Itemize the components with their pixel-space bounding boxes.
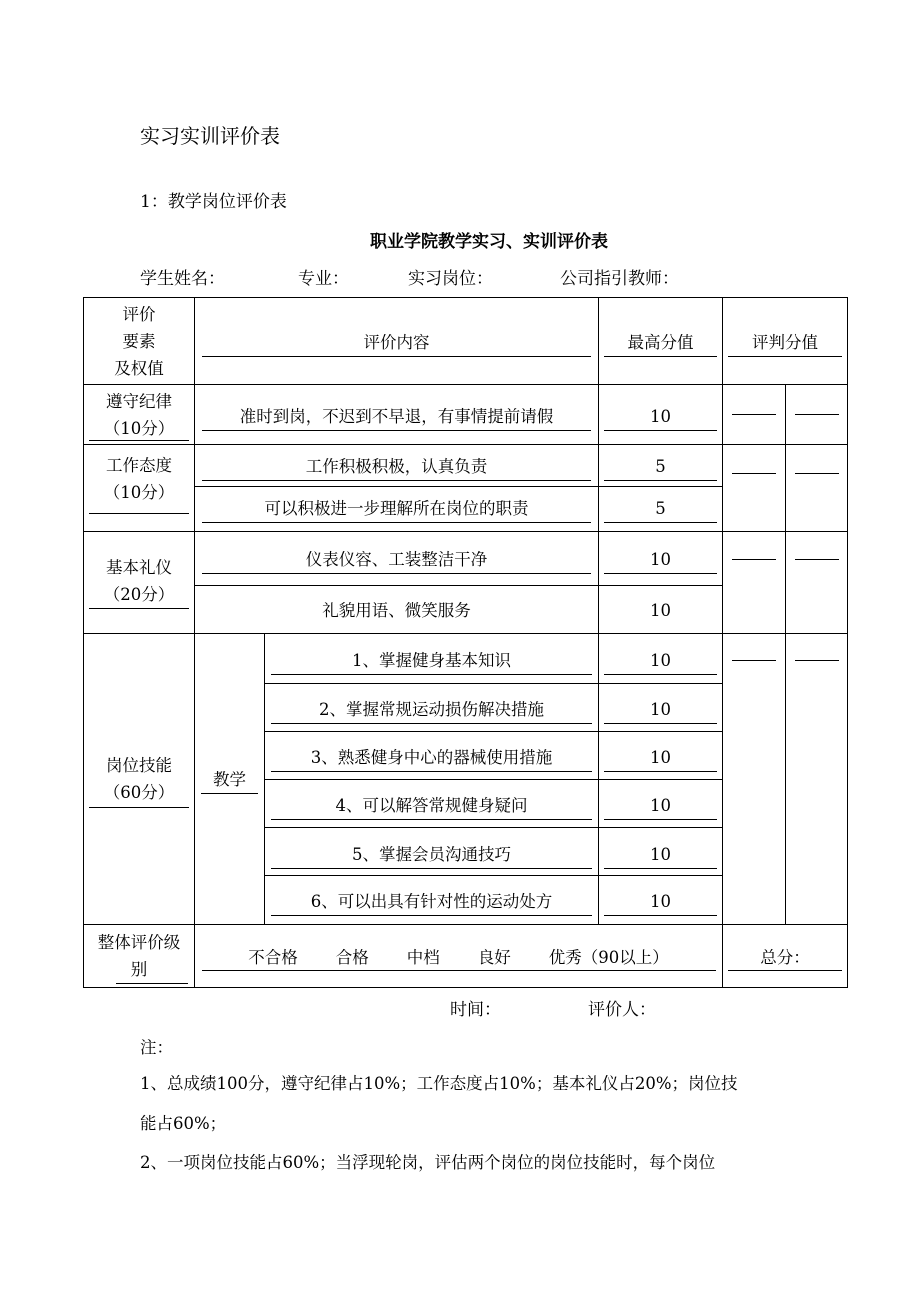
max-score: 10 [650, 891, 671, 911]
max-score: 10 [650, 650, 671, 670]
header-factor-line: 评价 [122, 304, 156, 324]
total-score-label: 总分： [760, 947, 810, 967]
factor-weight: （10分） [103, 483, 175, 502]
header-content: 评价内容 [363, 332, 430, 352]
max-score: 10 [650, 600, 671, 620]
header-max-score: 最高分值 [627, 332, 694, 352]
max-score: 10 [650, 747, 671, 767]
notes-label: 注： [140, 1038, 173, 1057]
overall-label [84, 927, 194, 985]
grade-option: 不合格 [248, 947, 298, 967]
criterion-text: 工作积极积极，认真负责 [305, 456, 488, 476]
grade-option: 中档 [406, 947, 440, 967]
header-judged-score: 评判分值 [752, 332, 818, 352]
criterion-text: 礼貌用语、微笑服务 [322, 600, 471, 620]
criterion-text: 4、可以解答常规健身疑问 [335, 795, 528, 815]
page-title: 实习实训评价表 [140, 124, 280, 148]
factor-weight: （60分） [103, 783, 175, 802]
note-2-line-1: 2、一项岗位技能占60%；当浮现轮岗，评估两个岗位的岗位技能时，每个岗位 [140, 1153, 716, 1172]
factor-name: 工作态度 [106, 456, 172, 475]
criterion-text: 2、掌握常规运动损伤解决措施 [319, 699, 544, 719]
internship-post-label: 实习岗位： [408, 269, 493, 289]
factor-name: 遵守纪律 [106, 392, 172, 411]
criterion-text: 可以积极进一步理解所在岗位的职责 [264, 498, 529, 518]
grade-option: 优秀（90以上） [548, 947, 669, 967]
criterion-text: 3、熟悉健身中心的器械使用措施 [310, 747, 553, 767]
criterion-text: 1、掌握健身基本知识 [352, 650, 511, 670]
evaluation-table [83, 297, 848, 988]
max-score: 10 [650, 406, 671, 426]
header-factor [84, 298, 194, 384]
overall-grade-options [195, 942, 722, 972]
grade-option: 合格 [335, 947, 369, 967]
note-1-line-1: 1、总成绩100分，遵守纪律占10%；工作态度占10%；基本礼仪占20%；岗位技 [140, 1074, 738, 1093]
factor-attendance [84, 387, 194, 443]
max-score: 5 [655, 456, 666, 476]
time-label: 时间： [450, 1000, 501, 1020]
skills-sub-category: 教学 [213, 769, 246, 789]
max-score: 10 [650, 549, 671, 569]
overall-label-line: 整体评价级 [97, 933, 181, 952]
note-1-line-2: 能占60%； [140, 1114, 227, 1133]
header-factor-line: 要素 [122, 331, 156, 351]
factor-weight: （20分） [103, 585, 175, 604]
evaluator-label: 评价人： [588, 1000, 656, 1020]
factor-attitude [84, 447, 194, 511]
max-score: 10 [650, 844, 671, 864]
factor-weight: （10分） [103, 419, 175, 438]
criterion-text: 6、可以出具有针对性的运动处方 [310, 891, 553, 911]
factor-etiquette [84, 549, 194, 613]
grade-option: 良好 [477, 947, 511, 967]
criterion-text: 5、掌握会员沟通技巧 [352, 844, 511, 864]
criterion-text: 仪表仪容、工装整洁干净 [305, 549, 488, 569]
max-score: 10 [650, 699, 671, 719]
header-factor-line: 及权值 [114, 358, 164, 378]
overall-label-line: 别 [130, 960, 148, 979]
major-label: 专业： [298, 269, 349, 289]
max-score: 10 [650, 795, 671, 815]
criterion-text: 准时到岗，不迟到不早退，有事情提前请假 [239, 406, 554, 426]
factor-name: 基本礼仪 [106, 558, 172, 577]
factor-skills [84, 747, 194, 811]
factor-name: 岗位技能 [106, 756, 172, 775]
student-name-label: 学生姓名： [140, 269, 225, 289]
max-score: 5 [655, 498, 666, 518]
company-teacher-label: 公司指引教师： [560, 269, 679, 289]
section-title: 1：教学岗位评价表 [140, 192, 287, 212]
table-title: 职业学院教学实习、实训评价表 [370, 232, 608, 252]
